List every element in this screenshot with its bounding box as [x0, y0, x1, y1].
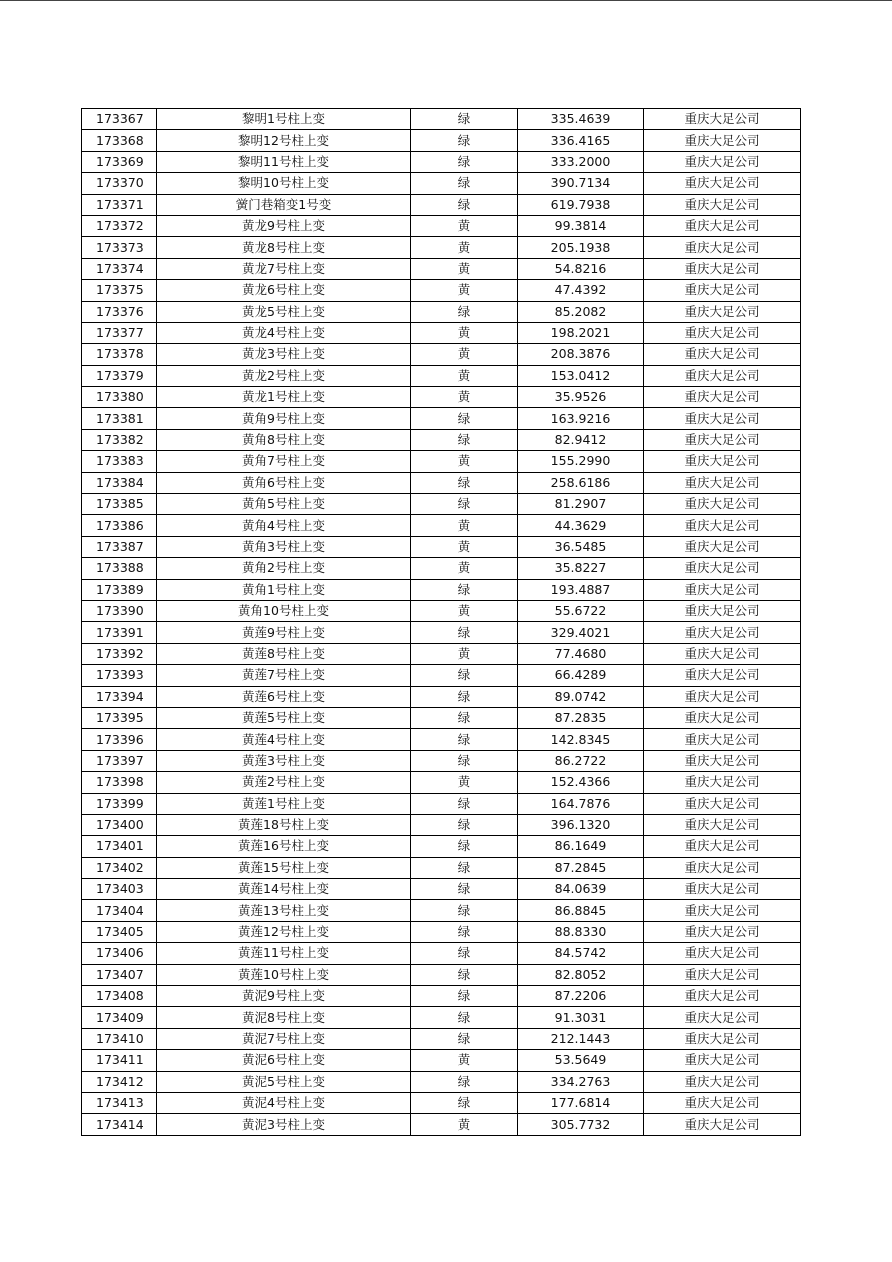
cell-value: 336.4165 [518, 130, 644, 151]
table-row [82, 900, 801, 921]
cell-status: 绿 [411, 130, 518, 151]
cell-name: 黄泥3号柱上变 [157, 1114, 411, 1135]
cell-id: 173373 [82, 237, 157, 258]
cell-company: 重庆大足公司 [644, 301, 801, 322]
cell-status: 绿 [411, 408, 518, 429]
cell-id: 173378 [82, 344, 157, 365]
cell-company: 重庆大足公司 [644, 579, 801, 600]
cell-status: 绿 [411, 1007, 518, 1028]
cell-status: 绿 [411, 814, 518, 835]
cell-name: 黄莲3号柱上变 [157, 750, 411, 771]
cell-value: 36.5485 [518, 536, 644, 557]
cell-company: 重庆大足公司 [644, 408, 801, 429]
cell-name: 黄莲6号柱上变 [157, 686, 411, 707]
cell-name: 黄莲15号柱上变 [157, 857, 411, 878]
cell-id: 173392 [82, 643, 157, 664]
table-row [82, 665, 801, 686]
cell-value: 208.3876 [518, 344, 644, 365]
cell-company: 重庆大足公司 [644, 1092, 801, 1113]
cell-name: 黄泥5号柱上变 [157, 1071, 411, 1092]
cell-value: 619.7938 [518, 194, 644, 215]
cell-status: 绿 [411, 173, 518, 194]
cell-company: 重庆大足公司 [644, 322, 801, 343]
cell-value: 142.8345 [518, 729, 644, 750]
cell-company: 重庆大足公司 [644, 451, 801, 472]
table-row [82, 729, 801, 750]
cell-status: 绿 [411, 1092, 518, 1113]
cell-id: 173414 [82, 1114, 157, 1135]
cell-name: 黎明10号柱上变 [157, 173, 411, 194]
cell-name: 黄莲1号柱上变 [157, 793, 411, 814]
cell-company: 重庆大足公司 [644, 237, 801, 258]
cell-company: 重庆大足公司 [644, 280, 801, 301]
cell-status: 绿 [411, 665, 518, 686]
table-row [82, 1071, 801, 1092]
cell-name: 黄角7号柱上变 [157, 451, 411, 472]
table-row [82, 258, 801, 279]
cell-value: 155.2990 [518, 451, 644, 472]
table-row [82, 151, 801, 172]
cell-status: 黄 [411, 322, 518, 343]
cell-value: 152.4366 [518, 772, 644, 793]
table-row [82, 707, 801, 728]
cell-value: 335.4639 [518, 109, 644, 130]
table-row [82, 194, 801, 215]
cell-company: 重庆大足公司 [644, 986, 801, 1007]
table-row [82, 750, 801, 771]
cell-company: 重庆大足公司 [644, 387, 801, 408]
cell-name: 黄莲11号柱上变 [157, 943, 411, 964]
cell-value: 198.2021 [518, 322, 644, 343]
cell-name: 黄莲10号柱上变 [157, 964, 411, 985]
cell-value: 86.8845 [518, 900, 644, 921]
cell-company: 重庆大足公司 [644, 494, 801, 515]
cell-name: 黄莲4号柱上变 [157, 729, 411, 750]
cell-status: 绿 [411, 986, 518, 1007]
cell-value: 205.1938 [518, 237, 644, 258]
cell-company: 重庆大足公司 [644, 344, 801, 365]
cell-id: 173377 [82, 322, 157, 343]
cell-status: 绿 [411, 1028, 518, 1049]
cell-status: 绿 [411, 109, 518, 130]
cell-value: 390.7134 [518, 173, 644, 194]
cell-name: 黄莲2号柱上变 [157, 772, 411, 793]
cell-value: 47.4392 [518, 280, 644, 301]
cell-value: 53.5649 [518, 1050, 644, 1071]
cell-status: 绿 [411, 1071, 518, 1092]
cell-value: 91.3031 [518, 1007, 644, 1028]
table-row [82, 772, 801, 793]
table-row [82, 986, 801, 1007]
cell-id: 173386 [82, 515, 157, 536]
cell-id: 173402 [82, 857, 157, 878]
cell-name: 黄角6号柱上变 [157, 472, 411, 493]
cell-status: 绿 [411, 964, 518, 985]
cell-id: 173370 [82, 173, 157, 194]
cell-company: 重庆大足公司 [644, 558, 801, 579]
table-row [82, 237, 801, 258]
cell-value: 87.2206 [518, 986, 644, 1007]
cell-id: 173406 [82, 943, 157, 964]
table-row [82, 365, 801, 386]
cell-value: 44.3629 [518, 515, 644, 536]
cell-id: 173410 [82, 1028, 157, 1049]
cell-id: 173397 [82, 750, 157, 771]
cell-value: 164.7876 [518, 793, 644, 814]
table-row [82, 643, 801, 664]
cell-value: 35.8227 [518, 558, 644, 579]
cell-id: 173403 [82, 879, 157, 900]
cell-status: 黄 [411, 1114, 518, 1135]
cell-value: 329.4021 [518, 622, 644, 643]
cell-company: 重庆大足公司 [644, 1007, 801, 1028]
cell-id: 173368 [82, 130, 157, 151]
cell-status: 绿 [411, 729, 518, 750]
cell-company: 重庆大足公司 [644, 258, 801, 279]
cell-name: 黄泥9号柱上变 [157, 986, 411, 1007]
cell-value: 82.9412 [518, 429, 644, 450]
table-row [82, 173, 801, 194]
cell-company: 重庆大足公司 [644, 879, 801, 900]
table-row [82, 322, 801, 343]
cell-value: 88.8330 [518, 921, 644, 942]
cell-value: 66.4289 [518, 665, 644, 686]
cell-status: 绿 [411, 579, 518, 600]
cell-company: 重庆大足公司 [644, 964, 801, 985]
cell-id: 173387 [82, 536, 157, 557]
cell-value: 55.6722 [518, 600, 644, 621]
cell-company: 重庆大足公司 [644, 750, 801, 771]
cell-id: 173379 [82, 365, 157, 386]
table-body [82, 109, 801, 1136]
cell-company: 重庆大足公司 [644, 109, 801, 130]
cell-id: 173384 [82, 472, 157, 493]
cell-id: 173369 [82, 151, 157, 172]
cell-name: 黄莲9号柱上变 [157, 622, 411, 643]
cell-id: 173395 [82, 707, 157, 728]
cell-id: 173409 [82, 1007, 157, 1028]
table-row [82, 109, 801, 130]
cell-status: 绿 [411, 750, 518, 771]
cell-company: 重庆大足公司 [644, 194, 801, 215]
cell-status: 黄 [411, 600, 518, 621]
cell-company: 重庆大足公司 [644, 643, 801, 664]
cell-id: 173401 [82, 836, 157, 857]
page-top-border [0, 0, 892, 1]
cell-status: 绿 [411, 921, 518, 942]
cell-id: 173388 [82, 558, 157, 579]
cell-company: 重庆大足公司 [644, 665, 801, 686]
cell-value: 258.6186 [518, 472, 644, 493]
cell-id: 173394 [82, 686, 157, 707]
cell-value: 35.9526 [518, 387, 644, 408]
cell-value: 333.2000 [518, 151, 644, 172]
cell-value: 163.9216 [518, 408, 644, 429]
cell-status: 绿 [411, 472, 518, 493]
cell-company: 重庆大足公司 [644, 900, 801, 921]
cell-value: 193.4887 [518, 579, 644, 600]
cell-id: 173385 [82, 494, 157, 515]
cell-name: 黄莲5号柱上变 [157, 707, 411, 728]
table-row [82, 451, 801, 472]
cell-company: 重庆大足公司 [644, 429, 801, 450]
cell-company: 重庆大足公司 [644, 814, 801, 835]
cell-name: 黄泥4号柱上变 [157, 1092, 411, 1113]
table-row [82, 280, 801, 301]
cell-value: 153.0412 [518, 365, 644, 386]
cell-status: 绿 [411, 194, 518, 215]
cell-status: 绿 [411, 943, 518, 964]
cell-company: 重庆大足公司 [644, 600, 801, 621]
cell-status: 绿 [411, 686, 518, 707]
table-row [82, 622, 801, 643]
table-row [82, 943, 801, 964]
cell-id: 173396 [82, 729, 157, 750]
cell-id: 173375 [82, 280, 157, 301]
table-row [82, 579, 801, 600]
cell-id: 173383 [82, 451, 157, 472]
cell-id: 173367 [82, 109, 157, 130]
cell-name: 黄龙4号柱上变 [157, 322, 411, 343]
cell-company: 重庆大足公司 [644, 536, 801, 557]
table-row [82, 921, 801, 942]
cell-company: 重庆大足公司 [644, 857, 801, 878]
cell-name: 黄龙9号柱上变 [157, 215, 411, 236]
cell-value: 77.4680 [518, 643, 644, 664]
cell-id: 173408 [82, 986, 157, 1007]
cell-value: 86.1649 [518, 836, 644, 857]
cell-company: 重庆大足公司 [644, 472, 801, 493]
cell-company: 重庆大足公司 [644, 622, 801, 643]
cell-status: 黄 [411, 451, 518, 472]
cell-value: 334.2763 [518, 1071, 644, 1092]
cell-name: 黄泥8号柱上变 [157, 1007, 411, 1028]
cell-value: 84.0639 [518, 879, 644, 900]
cell-company: 重庆大足公司 [644, 1114, 801, 1135]
cell-id: 173390 [82, 600, 157, 621]
table-row [82, 1092, 801, 1113]
cell-id: 173372 [82, 215, 157, 236]
cell-status: 绿 [411, 622, 518, 643]
cell-value: 99.3814 [518, 215, 644, 236]
cell-status: 黄 [411, 387, 518, 408]
cell-company: 重庆大足公司 [644, 1050, 801, 1071]
cell-id: 173380 [82, 387, 157, 408]
cell-id: 173371 [82, 194, 157, 215]
cell-name: 黄龙1号柱上变 [157, 387, 411, 408]
cell-company: 重庆大足公司 [644, 515, 801, 536]
cell-id: 173393 [82, 665, 157, 686]
cell-company: 重庆大足公司 [644, 793, 801, 814]
cell-status: 黄 [411, 280, 518, 301]
cell-status: 绿 [411, 857, 518, 878]
data-table [81, 108, 801, 1136]
table-row [82, 429, 801, 450]
cell-name: 黄角8号柱上变 [157, 429, 411, 450]
cell-id: 173411 [82, 1050, 157, 1071]
cell-value: 82.8052 [518, 964, 644, 985]
cell-name: 黎明12号柱上变 [157, 130, 411, 151]
cell-value: 86.2722 [518, 750, 644, 771]
table-row [82, 964, 801, 985]
table-row [82, 472, 801, 493]
cell-status: 黄 [411, 1050, 518, 1071]
cell-company: 重庆大足公司 [644, 151, 801, 172]
cell-status: 绿 [411, 707, 518, 728]
cell-company: 重庆大足公司 [644, 1028, 801, 1049]
cell-name: 黄莲18号柱上变 [157, 814, 411, 835]
cell-name: 黄角1号柱上变 [157, 579, 411, 600]
cell-status: 黄 [411, 772, 518, 793]
cell-id: 173412 [82, 1071, 157, 1092]
cell-value: 84.5742 [518, 943, 644, 964]
cell-id: 173391 [82, 622, 157, 643]
table-row [82, 836, 801, 857]
cell-id: 173413 [82, 1092, 157, 1113]
cell-id: 173398 [82, 772, 157, 793]
cell-company: 重庆大足公司 [644, 772, 801, 793]
cell-id: 173400 [82, 814, 157, 835]
cell-value: 87.2835 [518, 707, 644, 728]
cell-name: 黄莲16号柱上变 [157, 836, 411, 857]
cell-id: 173404 [82, 900, 157, 921]
table-row [82, 344, 801, 365]
table-row [82, 408, 801, 429]
cell-status: 黄 [411, 365, 518, 386]
cell-name: 黄泥6号柱上变 [157, 1050, 411, 1071]
table-row [82, 793, 801, 814]
cell-value: 81.2907 [518, 494, 644, 515]
cell-company: 重庆大足公司 [644, 707, 801, 728]
table-row [82, 130, 801, 151]
cell-id: 173382 [82, 429, 157, 450]
cell-id: 173374 [82, 258, 157, 279]
table-row [82, 515, 801, 536]
cell-company: 重庆大足公司 [644, 921, 801, 942]
cell-name: 黄角5号柱上变 [157, 494, 411, 515]
cell-id: 173405 [82, 921, 157, 942]
cell-status: 绿 [411, 429, 518, 450]
cell-status: 绿 [411, 494, 518, 515]
cell-status: 黄 [411, 258, 518, 279]
cell-name: 黄龙3号柱上变 [157, 344, 411, 365]
cell-company: 重庆大足公司 [644, 729, 801, 750]
table-row [82, 387, 801, 408]
table-row [82, 600, 801, 621]
cell-name: 黄龙5号柱上变 [157, 301, 411, 322]
cell-company: 重庆大足公司 [644, 686, 801, 707]
cell-name: 黄角4号柱上变 [157, 515, 411, 536]
cell-name: 黄莲7号柱上变 [157, 665, 411, 686]
table-row [82, 215, 801, 236]
cell-status: 绿 [411, 836, 518, 857]
cell-value: 89.0742 [518, 686, 644, 707]
cell-name: 黄莲13号柱上变 [157, 900, 411, 921]
cell-value: 305.7732 [518, 1114, 644, 1135]
cell-company: 重庆大足公司 [644, 215, 801, 236]
cell-value: 212.1443 [518, 1028, 644, 1049]
cell-id: 173399 [82, 793, 157, 814]
cell-name: 黄龙2号柱上变 [157, 365, 411, 386]
cell-name: 黄角3号柱上变 [157, 536, 411, 557]
cell-value: 177.6814 [518, 1092, 644, 1113]
table-row [82, 1028, 801, 1049]
cell-status: 黄 [411, 215, 518, 236]
cell-name: 黄角10号柱上变 [157, 600, 411, 621]
cell-status: 绿 [411, 301, 518, 322]
cell-name: 黄角2号柱上变 [157, 558, 411, 579]
cell-company: 重庆大足公司 [644, 943, 801, 964]
table-row [82, 857, 801, 878]
cell-company: 重庆大足公司 [644, 365, 801, 386]
table-row [82, 686, 801, 707]
cell-status: 绿 [411, 151, 518, 172]
cell-id: 173381 [82, 408, 157, 429]
cell-company: 重庆大足公司 [644, 173, 801, 194]
cell-status: 绿 [411, 900, 518, 921]
cell-status: 黄 [411, 643, 518, 664]
cell-status: 绿 [411, 793, 518, 814]
cell-status: 黄 [411, 237, 518, 258]
cell-name: 黄泥7号柱上变 [157, 1028, 411, 1049]
table-row [82, 301, 801, 322]
cell-name: 黄角9号柱上变 [157, 408, 411, 429]
cell-name: 黉门巷箱变1号变 [157, 194, 411, 215]
cell-company: 重庆大足公司 [644, 1071, 801, 1092]
cell-id: 173407 [82, 964, 157, 985]
cell-name: 黄莲12号柱上变 [157, 921, 411, 942]
cell-value: 87.2845 [518, 857, 644, 878]
cell-id: 173389 [82, 579, 157, 600]
cell-id: 173376 [82, 301, 157, 322]
cell-name: 黄莲14号柱上变 [157, 879, 411, 900]
cell-status: 黄 [411, 558, 518, 579]
cell-value: 396.1320 [518, 814, 644, 835]
table-row [82, 1007, 801, 1028]
cell-name: 黄龙8号柱上变 [157, 237, 411, 258]
table-row [82, 494, 801, 515]
cell-name: 黄龙6号柱上变 [157, 280, 411, 301]
cell-value: 85.2082 [518, 301, 644, 322]
table-row [82, 536, 801, 557]
table-row [82, 1050, 801, 1071]
table-row [82, 814, 801, 835]
cell-company: 重庆大足公司 [644, 836, 801, 857]
cell-company: 重庆大足公司 [644, 130, 801, 151]
cell-name: 黎明1号柱上变 [157, 109, 411, 130]
cell-status: 黄 [411, 515, 518, 536]
table-row [82, 1114, 801, 1135]
cell-name: 黄莲8号柱上变 [157, 643, 411, 664]
cell-name: 黎明11号柱上变 [157, 151, 411, 172]
table-row [82, 558, 801, 579]
cell-name: 黄龙7号柱上变 [157, 258, 411, 279]
table-row [82, 879, 801, 900]
cell-value: 54.8216 [518, 258, 644, 279]
cell-status: 黄 [411, 536, 518, 557]
cell-status: 绿 [411, 879, 518, 900]
cell-status: 黄 [411, 344, 518, 365]
